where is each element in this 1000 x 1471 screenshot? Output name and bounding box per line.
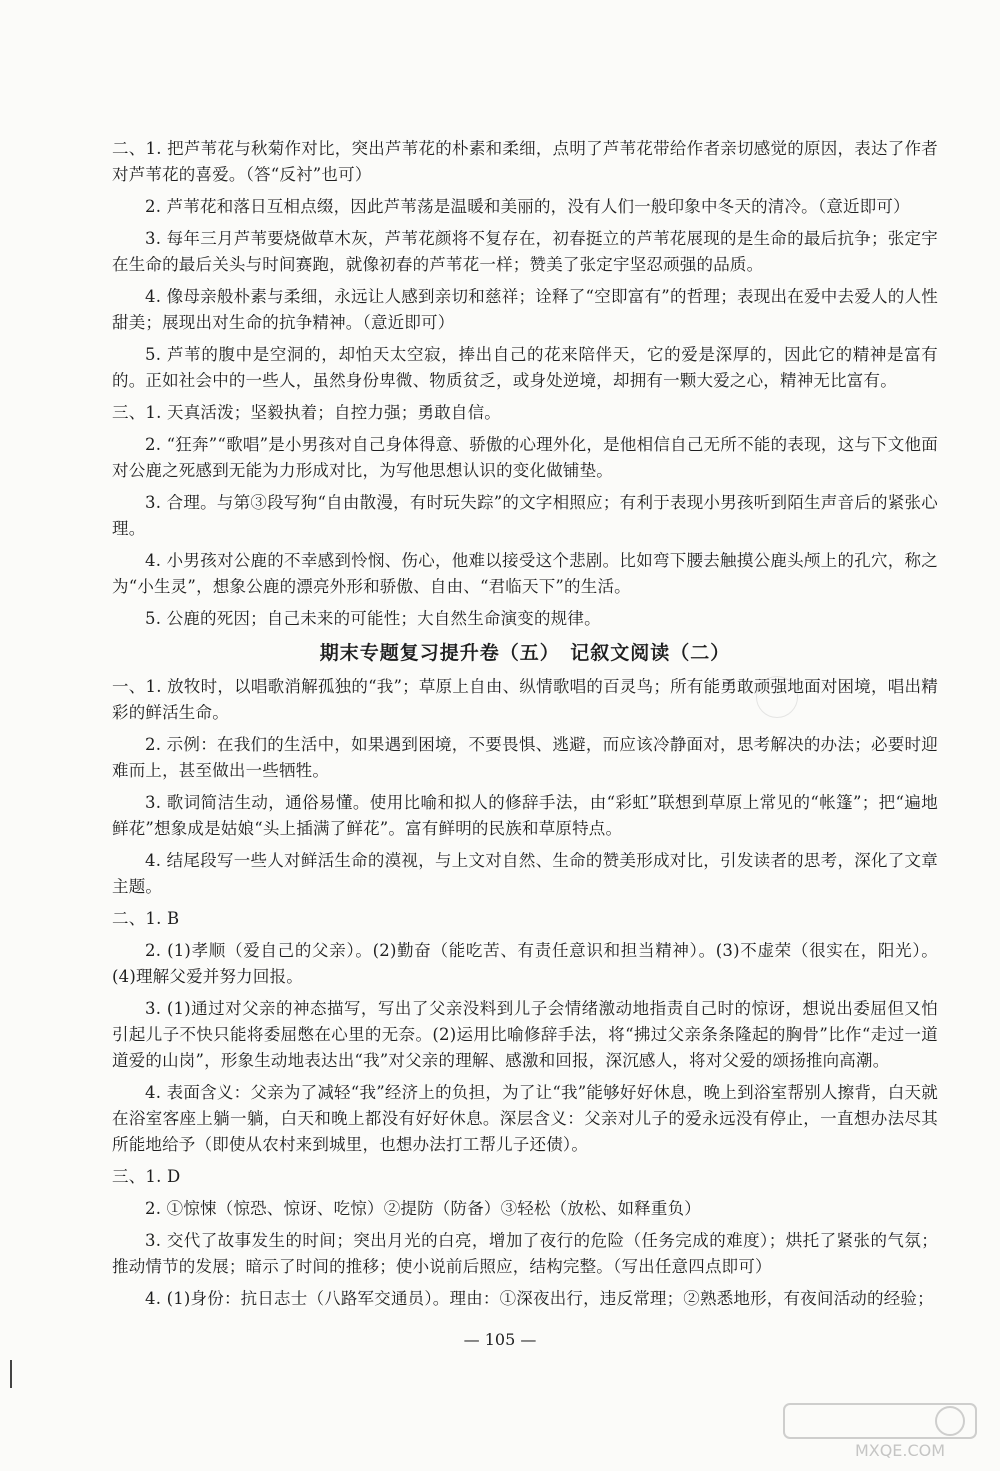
answer-item: 3. 歌词简洁生动，通俗易懂。使用比喻和拟人的修辞手法，由“彩虹”联想到草原上常见的“帐篷”；把“遍地鲜花”想象成是姑娘“头上插满了鲜花”。富有鲜明的民族和草原特点。 bbox=[112, 793, 938, 838]
answer-item: 5. 公鹿的死因；自己未来的可能性；大自然生命演变的规律。 bbox=[145, 609, 601, 628]
watermark-logo bbox=[780, 1400, 980, 1460]
answer-content bbox=[112, 136, 938, 1318]
answer-item: 4. 小男孩对公鹿的不幸感到怜悯、伤心，他难以接受这个悲剧。比如弯下腰去触摸公鹿头颅上的孔穴，称之为“小生灵”，想象公鹿的漂亮外形和骄傲、自由、“君临天下”的生活。 bbox=[112, 551, 938, 596]
section-answer: 三、1. 天真活泼；坚毅执着；自控力强；勇敢自信。 bbox=[112, 403, 501, 422]
answer-item: 3. 每年三月芦苇要烧做草木灰，芦苇花颜将不复存在，初春挺立的芦苇花展现的是生命的最后抗争；张定宇在生命的最后关头与时间赛跑，就像初春的芦苇花一样；赞美了张定宇坚忍顽强的品质。 bbox=[112, 229, 938, 274]
answer-item: 2. ①惊悚（惊恐、惊讶、吃惊）②提防（防备）③轻松（放松、如释重负） bbox=[145, 1199, 701, 1218]
answer-item: 2. 芦苇花和落日互相点缀，因此芦苇荡是温暖和美丽的，没有人们一般印象中冬天的清冷。（意近即可） bbox=[145, 197, 910, 216]
section-answer: 二、1. B bbox=[112, 909, 180, 928]
answer-item: 4. 结尾段写一些人对鲜活生命的漠视，与上文对自然、生命的赞美形成对比，引发读者的思考，深化了文章主题。 bbox=[112, 851, 938, 896]
answer-item: 2. (1)孝顺（爱自己的父亲）。(2)勤奋（能吃苦、有责任意识和担当精神）。(3)不虚荣（很实在，阳光）。(4)理解父爱并努力回报。 bbox=[112, 941, 938, 986]
answer-item: 4. 像母亲般朴素与柔细，永远让人感到亲切和慈祥；诠释了“空即富有”的哲理；表现出在爱中去爱人的人性甜美；展现出对生命的抗争精神。（意近即可） bbox=[112, 287, 938, 332]
answer-item: 3. 合理。与第③段写狗“自由散漫，有时玩失踪”的文字相照应；有利于表现小男孩听到陌生声音后的紧张心理。 bbox=[112, 493, 938, 538]
faint-stamp-mark bbox=[756, 676, 798, 718]
answer-item: 2. 示例：在我们的生活中，如果遇到困境，不要畏惧、逃避，而应该冷静面对，思考解决的办法；必要时迎难而上，甚至做出一些牺牲。 bbox=[112, 735, 938, 780]
section-answer: 三、1. D bbox=[112, 1167, 181, 1186]
section-answer: 二、1. 把芦苇花与秋菊作对比，突出芦苇花的朴素和柔细，点明了芦苇花带给作者亲切感觉的原因，表达了作者对芦苇花的喜爱。（答“反衬”也可） bbox=[112, 139, 938, 184]
section-answer: 一、1. 放牧时，以唱歌消解孤独的“我”；草原上自由、纵情歌唱的百灵鸟；所有能勇敢顽强地面对困境，唱出精彩的鲜活生命。 bbox=[112, 677, 938, 722]
answer-item: 5. 芦苇的腹中是空洞的，却怕天太空寂，捧出自己的花来陪伴天，它的爱是深厚的，因此它的精神是富有的。正如社会中的一些人，虽然身份卑微、物质贫乏，或身处逆境，却拥有一颗大爱之心，精神无比富有。 bbox=[112, 345, 938, 390]
section-title: 期末专题复习提升卷（五） 记叙文阅读（二） bbox=[319, 642, 731, 664]
page-number: — 105 — bbox=[463, 1330, 537, 1349]
answer-item: 3. 交代了故事发生的时间；突出月光的白亮，增加了夜行的危险（任务完成的难度）；烘托了紧张的气氛；推动情节的发展；暗示了时间的推移；使小说前后照应，结构完整。（写出任意四点即可） bbox=[112, 1231, 938, 1276]
answer-item: 2. “狂奔”“歌唱”是小男孩对自己身体得意、骄傲的心理外化，是他相信自己无所不能的表现，这与下文他面对公鹿之死感到无能为力形成对比，为写他思想认识的变化做铺垫。 bbox=[112, 435, 938, 480]
watermark-text: MXQE.COM bbox=[854, 1441, 946, 1460]
answer-item: 4. 表面含义：父亲为了减轻“我”经济上的负担，为了让“我”能够好好休息，晚上到浴室帮别人擦背，白天就在浴室客座上躺一躺，白天和晚上都没有好好休息。深层含义：父亲对儿子的爱永远没有停止，一直想办法尽其所能地给予（即使从农村来到城里，也想办法打工帮儿子还债）。 bbox=[112, 1083, 938, 1154]
margin-mark bbox=[10, 1360, 12, 1388]
answer-item: 3. (1)通过对父亲的神态描写，写出了父亲没料到儿子会情绪激动地指责自己时的惊讶，想说出委屈但又怕引起儿子不快只能将委屈憋在心里的无奈。(2)运用比喻修辞手法，将“拂过父亲条条隆起的胸骨”比作“走过一道道爱的山岗”，形象生动地表达出“我”对父亲的理解、感激和回报，深沉感人，将对父爱的颂扬推向高潮。 bbox=[112, 999, 938, 1070]
answer-item: 4. (1)身份：抗日志士（八路军交通员）。理由：①深夜出行，违反常理；②熟悉地形，有夜间活动的经验； bbox=[145, 1289, 934, 1308]
